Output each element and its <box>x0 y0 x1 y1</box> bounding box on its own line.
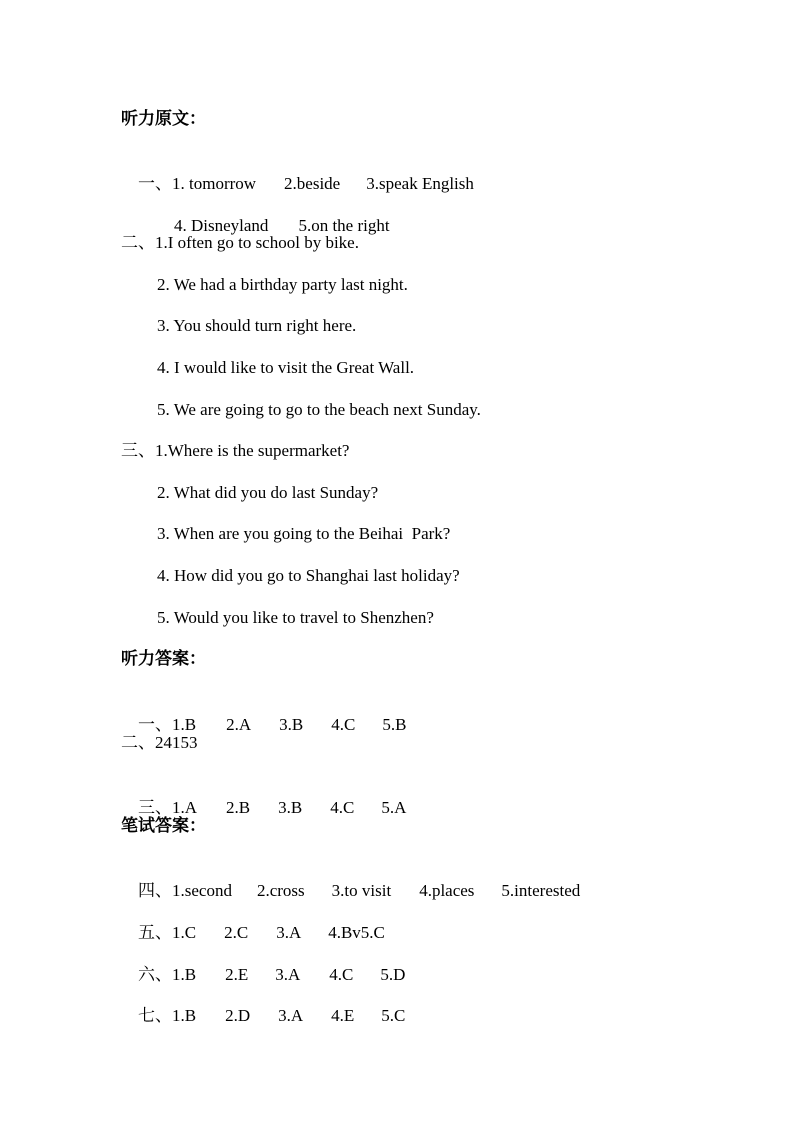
part-label: 二、 <box>121 733 155 752</box>
answers-part2 <box>121 731 198 755</box>
written-answers-heading: 笔试答案： <box>121 816 206 835</box>
answers-part7 <box>121 980 406 1025</box>
answers-part1 <box>121 689 407 734</box>
answer: 1.B <box>172 1006 197 1025</box>
answer: 3.A <box>278 1006 304 1025</box>
list-item: 2. We had a birthday party last night. <box>157 275 408 294</box>
answer: 1.C <box>172 923 197 942</box>
listening-answers-heading: 听力答案： <box>121 649 206 668</box>
part-label: 一、 <box>138 715 172 734</box>
list-item: 3. When are you going to the Beihai Park? <box>157 524 451 543</box>
list-item: 5.on the right <box>298 216 390 235</box>
answer: 3.B <box>278 798 303 817</box>
answers-part5 <box>121 897 385 942</box>
list-item: 3. You should turn right here. <box>157 316 357 335</box>
part-label: 六、 <box>138 965 172 984</box>
answer: 2.cross <box>256 881 305 900</box>
list-item: 1. tomorrow <box>172 174 257 193</box>
answer: 1.A <box>172 798 198 817</box>
list-item: 2. What did you do last Sunday? <box>157 483 379 502</box>
list-item: 1.I often go to school by bike. <box>155 233 359 252</box>
list-item: 5. We are going to go to the beach next Sunday. <box>157 400 481 419</box>
answer: 4.C <box>331 715 356 734</box>
answer: 5.D <box>380 965 406 984</box>
answers-part4 <box>121 855 581 900</box>
list-item: 4. Disneyland <box>174 216 269 235</box>
answer: 5.A <box>381 798 407 817</box>
part-label: 二、 <box>121 233 155 252</box>
answer: 2.B <box>226 798 251 817</box>
answer: 3.A <box>276 923 302 942</box>
part-label: 五、 <box>138 923 172 942</box>
answer: 4.Bv5.C <box>328 923 385 942</box>
part-label: 一、 <box>138 174 172 193</box>
answer: 4.C <box>330 798 355 817</box>
list-item: 5. Would you like to travel to Shenzhen? <box>157 608 434 627</box>
part-label: 七、 <box>138 1006 172 1025</box>
part-label: 四、 <box>138 881 172 900</box>
answer: 2.E <box>225 965 249 984</box>
answer: 4.C <box>329 965 354 984</box>
answer: 5.C <box>381 1006 406 1025</box>
list-item: 1.Where is the supermarket? <box>155 441 350 460</box>
answers-part3 <box>121 772 407 817</box>
list-item: 4. How did you go to Shanghai last holiday? <box>157 566 460 585</box>
answer: 1.B <box>172 715 197 734</box>
part-label: 三、 <box>121 441 155 460</box>
list-item: 4. I would like to visit the Great Wall. <box>157 358 415 377</box>
answer: 2.A <box>226 715 252 734</box>
list-item: 2.beside <box>284 174 341 193</box>
script-part1-row2 <box>157 190 390 235</box>
listening-script-heading: 听力原文： <box>121 109 206 128</box>
script-part3-line <box>121 439 349 463</box>
answer: 5.interested <box>501 881 581 900</box>
answers-part6 <box>121 939 406 984</box>
answer: 4.places <box>419 881 475 900</box>
answer: 3.B <box>279 715 304 734</box>
answer: 24153 <box>155 733 198 752</box>
script-part2-line <box>121 231 359 255</box>
answer: 3.A <box>275 965 301 984</box>
answer: 1.B <box>172 965 197 984</box>
answer: 5.B <box>382 715 407 734</box>
part-label: 三、 <box>138 798 172 817</box>
answer: 4.E <box>331 1006 355 1025</box>
answer: 3.to visit <box>331 881 392 900</box>
list-item: 3.speak English <box>366 174 474 193</box>
answer: 2.C <box>224 923 249 942</box>
script-part1-row1 <box>121 148 474 193</box>
answer: 2.D <box>225 1006 251 1025</box>
answer: 1.second <box>172 881 232 900</box>
